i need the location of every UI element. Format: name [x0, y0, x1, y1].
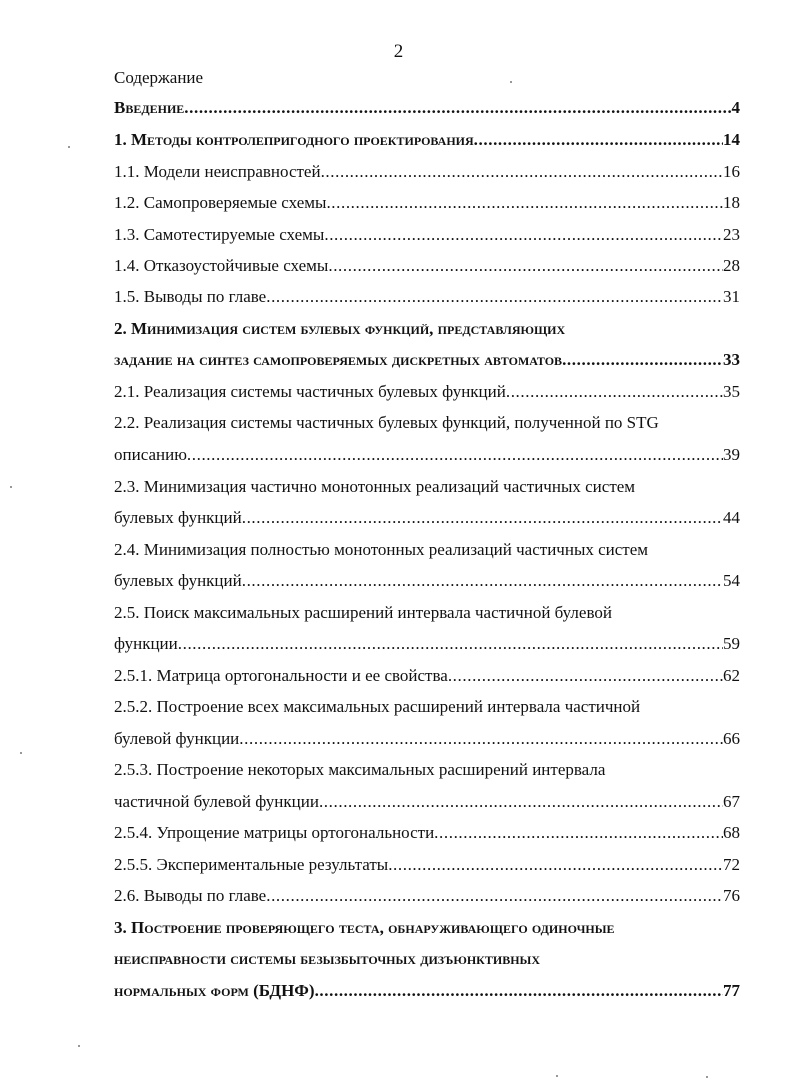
toc-entry-title: 1.5. Выводы по главе	[114, 287, 267, 306]
toc-entry-title: частичной булевой функции	[114, 792, 319, 811]
toc-entry	[114, 285, 740, 309]
toc-dot-leader	[239, 727, 723, 751]
toc-entry-page: 44	[723, 508, 740, 527]
toc-entry-page: 14	[723, 130, 740, 149]
toc-entry	[114, 601, 740, 625]
toc-dot-leader	[187, 443, 723, 467]
toc-entry	[114, 790, 740, 814]
toc-entry	[114, 632, 740, 656]
toc-entry-page: 16	[723, 162, 740, 181]
toc-dot-leader	[474, 128, 723, 152]
toc-entry-title: 2.2. Реализация системы частичных булевых функций, полученной по STG	[114, 413, 659, 432]
toc-entry	[114, 947, 740, 971]
toc-entry	[114, 475, 740, 499]
toc-entry-page: 31	[723, 287, 740, 306]
toc-dot-leader	[178, 632, 723, 656]
toc-entry-title: 1.1. Модели неисправностей	[114, 162, 321, 181]
toc-entry-title: 2.5.5. Экспериментальные результаты	[114, 855, 389, 874]
toc-entry-page: 67	[723, 792, 740, 811]
toc-entry-title: 2.5. Поиск максимальных расширений интервала частичной булевой	[114, 603, 612, 622]
toc-entry-title: 1.3. Самотестируемые схемы	[114, 225, 325, 244]
toc-entry-title: задание на синтез самопроверяемых дискретных автоматов	[114, 350, 563, 369]
toc-entry-page: 77	[723, 981, 740, 1000]
toc-entry	[114, 380, 740, 404]
toc-entry-title: 2. Минимизация систем булевых функций, представляющих	[114, 319, 566, 338]
toc-entry-page: 4	[731, 98, 740, 117]
toc-entry-title: функции	[114, 634, 178, 653]
scan-speck	[706, 1076, 708, 1078]
scan-speck	[68, 146, 70, 148]
toc-entry-page: 66	[723, 729, 740, 748]
toc-entry	[114, 916, 740, 940]
toc-entry-title: 2.5.1. Матрица ортогональности и ее свойства	[114, 666, 448, 685]
toc-entry-page: 68	[723, 823, 740, 842]
toc-entry	[114, 727, 740, 751]
toc-entry	[114, 664, 740, 688]
toc-entry-title: Введение	[114, 98, 185, 117]
toc-entry-page: 62	[723, 666, 740, 685]
toc-entry-page: 39	[723, 445, 740, 464]
toc-dot-leader	[434, 821, 723, 845]
toc-dot-leader	[319, 790, 723, 814]
toc-entry	[114, 538, 740, 562]
toc-entry	[114, 223, 740, 247]
toc-entry-title: 2.1. Реализация системы частичных булевых функций	[114, 382, 506, 401]
toc-dot-leader	[448, 664, 723, 688]
toc-entry-title: 2.5.4. Упрощение матрицы ортогональности	[114, 823, 435, 842]
toc-entry-title: 3. Построение проверяющего теста, обнаруживающего одиночные	[114, 918, 615, 937]
toc-entry-page: 76	[723, 886, 740, 905]
toc-entry	[114, 853, 740, 877]
toc-entry-page: 28	[723, 256, 740, 275]
toc-dot-leader	[324, 223, 723, 247]
toc-entry-page: 35	[723, 382, 740, 401]
toc-entry-page: 72	[723, 855, 740, 874]
scan-speck	[510, 81, 512, 83]
toc-entry-title: нормальных форм (БДНФ)	[114, 981, 315, 1000]
toc-entry-title: булевой функции	[114, 729, 240, 748]
toc-entry	[114, 695, 740, 719]
toc-entry-page: 33	[723, 350, 740, 369]
toc-dot-leader	[266, 884, 723, 908]
toc-entry-page: 54	[723, 571, 740, 590]
toc-entry	[114, 348, 740, 372]
scan-speck	[78, 1045, 80, 1047]
toc-dot-leader	[562, 348, 723, 372]
toc-dot-leader	[328, 254, 723, 278]
toc-dot-leader	[506, 380, 723, 404]
toc-entry	[114, 191, 740, 215]
toc-dot-leader	[184, 96, 731, 120]
toc-dot-leader	[242, 506, 723, 530]
toc-entry	[114, 758, 740, 782]
toc-entry	[114, 443, 740, 467]
toc-entry-page: 59	[723, 634, 740, 653]
page-number: 2	[393, 41, 404, 62]
toc-entry	[114, 411, 740, 435]
scan-speck	[20, 752, 22, 754]
toc-entry	[114, 317, 740, 341]
toc-entry-title: 1.4. Отказоустойчивые схемы	[114, 256, 329, 275]
toc-entry-title: 2.5.3. Построение некоторых максимальных расширений интервала	[114, 760, 606, 779]
toc-entry-page: 18	[723, 193, 740, 212]
toc-entry	[114, 569, 740, 593]
toc-entry	[114, 128, 740, 152]
toc-entry	[114, 96, 740, 120]
toc-entry-page: 23	[723, 225, 740, 244]
toc-entry-title: 1.2. Самопроверяемые схемы	[114, 193, 327, 212]
scan-speck	[556, 1075, 558, 1077]
toc-entry-title: 2.5.2. Построение всех максимальных расширений интервала частичной	[114, 697, 641, 716]
toc-entry-title: описанию	[114, 445, 187, 464]
toc-entry-title: 1. Методы контролепригодного проектирования	[114, 130, 474, 149]
toc-entry-title: булевых функций	[114, 571, 242, 590]
toc-dot-leader	[242, 569, 723, 593]
toc-dot-leader	[321, 160, 723, 184]
scan-speck	[10, 486, 12, 488]
toc-entry	[114, 160, 740, 184]
toc-entry	[114, 254, 740, 278]
toc-entry	[114, 821, 740, 845]
toc-dot-leader	[266, 285, 723, 309]
toc-heading: Содержание	[114, 68, 204, 87]
toc-entry	[114, 884, 740, 908]
toc-entry-title: неисправности системы безызбыточных дизъюнктивных	[114, 949, 540, 968]
toc-dot-leader	[388, 853, 723, 877]
toc-dot-leader	[326, 191, 723, 215]
toc-entry-title: 2.3. Минимизация частично монотонных реализаций частичных систем	[114, 477, 636, 496]
toc-entry	[114, 506, 740, 530]
toc-entry-title: 2.6. Выводы по главе	[114, 886, 267, 905]
toc-entry-title: 2.4. Минимизация полностью монотонных реализаций частичных систем	[114, 540, 649, 559]
toc-entry-title: булевых функций	[114, 508, 242, 527]
toc-dot-leader	[315, 979, 723, 1003]
toc-entry	[114, 979, 740, 1003]
